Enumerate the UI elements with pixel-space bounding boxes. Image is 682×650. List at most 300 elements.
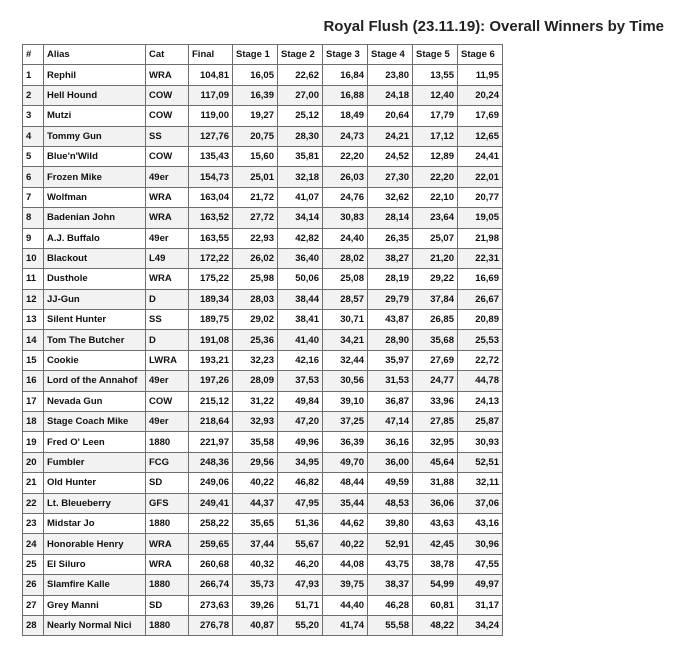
cell-stage-2: 47,95: [278, 493, 323, 513]
cell-cat: WRA: [146, 187, 189, 207]
cell-final: 215,12: [189, 391, 233, 411]
cell-stage-4: 23,80: [368, 65, 413, 85]
cell-alias: Cookie: [44, 350, 146, 370]
cell-alias: Slamfire Kalle: [44, 575, 146, 595]
cell-final: 276,78: [189, 615, 233, 635]
cell-stage-3: 44,08: [323, 554, 368, 574]
cell-stage-3: 49,70: [323, 452, 368, 472]
cell-cat: FCG: [146, 452, 189, 472]
table-row: [23, 391, 503, 411]
cell-stage-1: 31,22: [233, 391, 278, 411]
header-col-rank: #: [23, 45, 44, 65]
cell-final: 249,06: [189, 473, 233, 493]
cell-stage-2: 42,82: [278, 228, 323, 248]
cell-rank: 22: [23, 493, 44, 513]
cell-alias: Tom The Butcher: [44, 330, 146, 350]
cell-stage-3: 24,73: [323, 126, 368, 146]
cell-stage-4: 52,91: [368, 534, 413, 554]
table-row: [23, 248, 503, 268]
cell-stage-6: 17,69: [458, 106, 503, 126]
cell-stage-3: 35,44: [323, 493, 368, 513]
table-row: [23, 575, 503, 595]
cell-alias: Hell Hound: [44, 85, 146, 105]
cell-stage-1: 35,58: [233, 432, 278, 452]
table-row: [23, 615, 503, 635]
table-row: [23, 595, 503, 615]
cell-rank: 16: [23, 371, 44, 391]
cell-stage-1: 20,75: [233, 126, 278, 146]
cell-stage-6: 16,69: [458, 269, 503, 289]
table-row: [23, 554, 503, 574]
cell-stage-1: 28,09: [233, 371, 278, 391]
cell-stage-4: 35,97: [368, 350, 413, 370]
table-row: [23, 432, 503, 452]
cell-stage-1: 19,27: [233, 106, 278, 126]
cell-cat: SS: [146, 310, 189, 330]
cell-stage-3: 37,25: [323, 412, 368, 432]
cell-stage-5: 32,95: [413, 432, 458, 452]
cell-stage-1: 35,73: [233, 575, 278, 595]
cell-stage-1: 39,26: [233, 595, 278, 615]
cell-stage-5: 36,06: [413, 493, 458, 513]
cell-stage-1: 44,37: [233, 493, 278, 513]
table-row: [23, 228, 503, 248]
cell-stage-2: 50,06: [278, 269, 323, 289]
cell-stage-3: 32,44: [323, 350, 368, 370]
cell-stage-4: 55,58: [368, 615, 413, 635]
cell-stage-4: 43,75: [368, 554, 413, 574]
cell-final: 273,63: [189, 595, 233, 615]
cell-cat: WRA: [146, 554, 189, 574]
cell-stage-4: 36,87: [368, 391, 413, 411]
cell-stage-1: 16,05: [233, 65, 278, 85]
cell-stage-6: 20,77: [458, 187, 503, 207]
table-row: [23, 85, 503, 105]
cell-stage-4: 20,64: [368, 106, 413, 126]
cell-rank: 2: [23, 85, 44, 105]
cell-stage-2: 46,20: [278, 554, 323, 574]
cell-cat: GFS: [146, 493, 189, 513]
cell-stage-6: 19,05: [458, 208, 503, 228]
table-row: [23, 106, 503, 126]
cell-alias: Blackout: [44, 248, 146, 268]
cell-stage-4: 31,53: [368, 371, 413, 391]
cell-stage-6: 32,11: [458, 473, 503, 493]
cell-final: 260,68: [189, 554, 233, 574]
cell-final: 127,76: [189, 126, 233, 146]
cell-rank: 27: [23, 595, 44, 615]
cell-stage-1: 32,23: [233, 350, 278, 370]
cell-final: 197,26: [189, 371, 233, 391]
cell-alias: Stage Coach Mike: [44, 412, 146, 432]
cell-stage-3: 30,56: [323, 371, 368, 391]
cell-final: 175,22: [189, 269, 233, 289]
cell-stage-6: 20,89: [458, 310, 503, 330]
cell-rank: 5: [23, 146, 44, 166]
table-row: [23, 330, 503, 350]
cell-stage-6: 24,41: [458, 146, 503, 166]
header-col-stage-3: Stage 3: [323, 45, 368, 65]
cell-stage-3: 16,84: [323, 65, 368, 85]
cell-alias: El Siluro: [44, 554, 146, 574]
cell-stage-5: 21,20: [413, 248, 458, 268]
cell-stage-6: 25,53: [458, 330, 503, 350]
cell-stage-6: 12,65: [458, 126, 503, 146]
cell-alias: Fred O' Leen: [44, 432, 146, 452]
cell-stage-4: 24,52: [368, 146, 413, 166]
cell-stage-4: 39,80: [368, 513, 413, 533]
cell-cat: L49: [146, 248, 189, 268]
cell-alias: Dusthole: [44, 269, 146, 289]
cell-stage-5: 37,84: [413, 289, 458, 309]
cell-stage-6: 49,97: [458, 575, 503, 595]
cell-stage-6: 44,78: [458, 371, 503, 391]
cell-stage-6: 22,31: [458, 248, 503, 268]
cell-stage-5: 43,63: [413, 513, 458, 533]
cell-alias: JJ-Gun: [44, 289, 146, 309]
cell-stage-6: 20,24: [458, 85, 503, 105]
cell-stage-3: 22,20: [323, 146, 368, 166]
cell-stage-5: 60,81: [413, 595, 458, 615]
cell-alias: Old Hunter: [44, 473, 146, 493]
cell-stage-2: 47,93: [278, 575, 323, 595]
cell-stage-5: 24,77: [413, 371, 458, 391]
cell-stage-2: 34,14: [278, 208, 323, 228]
cell-cat: 1880: [146, 615, 189, 635]
cell-rank: 25: [23, 554, 44, 574]
cell-stage-5: 31,88: [413, 473, 458, 493]
cell-stage-2: 41,07: [278, 187, 323, 207]
cell-rank: 7: [23, 187, 44, 207]
cell-stage-5: 33,96: [413, 391, 458, 411]
cell-rank: 12: [23, 289, 44, 309]
cell-stage-1: 15,60: [233, 146, 278, 166]
cell-stage-6: 22,01: [458, 167, 503, 187]
cell-stage-2: 51,36: [278, 513, 323, 533]
cell-stage-2: 55,67: [278, 534, 323, 554]
cell-stage-1: 40,32: [233, 554, 278, 574]
table-row: [23, 310, 503, 330]
cell-stage-1: 27,72: [233, 208, 278, 228]
cell-stage-5: 54,99: [413, 575, 458, 595]
cell-stage-2: 34,95: [278, 452, 323, 472]
cell-stage-1: 25,98: [233, 269, 278, 289]
cell-cat: SS: [146, 126, 189, 146]
cell-stage-5: 29,22: [413, 269, 458, 289]
cell-stage-5: 27,85: [413, 412, 458, 432]
cell-rank: 13: [23, 310, 44, 330]
header-col-alias: Alias: [44, 45, 146, 65]
cell-alias: A.J. Buffalo: [44, 228, 146, 248]
cell-alias: Blue'n'Wild: [44, 146, 146, 166]
cell-stage-4: 48,53: [368, 493, 413, 513]
cell-alias: Wolfman: [44, 187, 146, 207]
cell-cat: SD: [146, 595, 189, 615]
cell-stage-5: 48,22: [413, 615, 458, 635]
cell-alias: Grey Manni: [44, 595, 146, 615]
cell-stage-3: 30,71: [323, 310, 368, 330]
cell-stage-2: 25,12: [278, 106, 323, 126]
cell-stage-3: 28,57: [323, 289, 368, 309]
cell-cat: 1880: [146, 513, 189, 533]
cell-stage-3: 16,88: [323, 85, 368, 105]
cell-stage-3: 41,74: [323, 615, 368, 635]
cell-rank: 11: [23, 269, 44, 289]
cell-stage-2: 28,30: [278, 126, 323, 146]
cell-stage-2: 37,53: [278, 371, 323, 391]
cell-final: 104,81: [189, 65, 233, 85]
cell-stage-1: 25,01: [233, 167, 278, 187]
cell-stage-6: 43,16: [458, 513, 503, 533]
cell-stage-3: 36,39: [323, 432, 368, 452]
cell-final: 258,22: [189, 513, 233, 533]
cell-stage-3: 40,22: [323, 534, 368, 554]
cell-stage-3: 44,62: [323, 513, 368, 533]
cell-stage-1: 40,22: [233, 473, 278, 493]
cell-stage-5: 22,10: [413, 187, 458, 207]
cell-stage-4: 32,62: [368, 187, 413, 207]
cell-stage-3: 39,10: [323, 391, 368, 411]
cell-rank: 3: [23, 106, 44, 126]
cell-cat: 1880: [146, 575, 189, 595]
table-row: [23, 289, 503, 309]
cell-final: 259,65: [189, 534, 233, 554]
cell-cat: WRA: [146, 269, 189, 289]
cell-stage-6: 31,17: [458, 595, 503, 615]
table-row: [23, 65, 503, 85]
cell-stage-4: 38,37: [368, 575, 413, 595]
cell-rank: 17: [23, 391, 44, 411]
cell-cat: COW: [146, 146, 189, 166]
cell-stage-4: 28,14: [368, 208, 413, 228]
cell-stage-1: 40,87: [233, 615, 278, 635]
cell-stage-5: 38,78: [413, 554, 458, 574]
cell-rank: 19: [23, 432, 44, 452]
cell-stage-2: 47,20: [278, 412, 323, 432]
cell-stage-5: 42,45: [413, 534, 458, 554]
cell-final: 172,22: [189, 248, 233, 268]
table-row: [23, 146, 503, 166]
cell-stage-6: 30,93: [458, 432, 503, 452]
cell-stage-4: 24,18: [368, 85, 413, 105]
table-body: [23, 65, 503, 636]
cell-stage-1: 32,93: [233, 412, 278, 432]
cell-stage-1: 37,44: [233, 534, 278, 554]
cell-final: 154,73: [189, 167, 233, 187]
cell-stage-5: 17,79: [413, 106, 458, 126]
cell-stage-6: 22,72: [458, 350, 503, 370]
cell-stage-5: 12,40: [413, 85, 458, 105]
cell-cat: WRA: [146, 65, 189, 85]
cell-alias: Lt. Bleueberry: [44, 493, 146, 513]
cell-cat: 49er: [146, 228, 189, 248]
cell-rank: 23: [23, 513, 44, 533]
page-title: Royal Flush (23.11.19): Overall Winners by Time: [323, 18, 664, 35]
cell-stage-6: 47,55: [458, 554, 503, 574]
cell-rank: 15: [23, 350, 44, 370]
cell-stage-2: 49,84: [278, 391, 323, 411]
cell-stage-6: 52,51: [458, 452, 503, 472]
table-row: [23, 412, 503, 432]
cell-stage-2: 22,62: [278, 65, 323, 85]
table-row: [23, 534, 503, 554]
cell-rank: 20: [23, 452, 44, 472]
cell-stage-5: 17,12: [413, 126, 458, 146]
results-table: [22, 44, 503, 636]
table-row: [23, 513, 503, 533]
cell-stage-2: 42,16: [278, 350, 323, 370]
cell-alias: Fumbler: [44, 452, 146, 472]
cell-rank: 24: [23, 534, 44, 554]
cell-stage-4: 36,16: [368, 432, 413, 452]
cell-alias: Nearly Normal Nici: [44, 615, 146, 635]
cell-stage-2: 41,40: [278, 330, 323, 350]
cell-stage-5: 22,20: [413, 167, 458, 187]
cell-alias: Rephil: [44, 65, 146, 85]
cell-rank: 6: [23, 167, 44, 187]
cell-stage-1: 35,65: [233, 513, 278, 533]
cell-stage-2: 27,00: [278, 85, 323, 105]
cell-stage-5: 25,07: [413, 228, 458, 248]
cell-stage-3: 18,49: [323, 106, 368, 126]
cell-stage-5: 23,64: [413, 208, 458, 228]
cell-final: 193,21: [189, 350, 233, 370]
cell-final: 163,55: [189, 228, 233, 248]
cell-alias: Midstar Jo: [44, 513, 146, 533]
cell-stage-4: 38,27: [368, 248, 413, 268]
cell-stage-3: 39,75: [323, 575, 368, 595]
cell-stage-3: 25,08: [323, 269, 368, 289]
cell-final: 117,09: [189, 85, 233, 105]
cell-stage-2: 38,41: [278, 310, 323, 330]
cell-stage-6: 30,96: [458, 534, 503, 554]
table-row: [23, 452, 503, 472]
cell-stage-1: 29,56: [233, 452, 278, 472]
cell-stage-4: 49,59: [368, 473, 413, 493]
table-row: [23, 187, 503, 207]
cell-stage-1: 29,02: [233, 310, 278, 330]
cell-stage-2: 55,20: [278, 615, 323, 635]
cell-stage-6: 26,67: [458, 289, 503, 309]
cell-stage-5: 13,55: [413, 65, 458, 85]
cell-cat: D: [146, 289, 189, 309]
cell-cat: LWRA: [146, 350, 189, 370]
cell-final: 191,08: [189, 330, 233, 350]
cell-stage-4: 26,35: [368, 228, 413, 248]
cell-final: 221,97: [189, 432, 233, 452]
cell-stage-1: 22,93: [233, 228, 278, 248]
table-row: [23, 126, 503, 146]
cell-stage-4: 46,28: [368, 595, 413, 615]
cell-cat: SD: [146, 473, 189, 493]
header-col-stage-1: Stage 1: [233, 45, 278, 65]
cell-stage-2: 49,96: [278, 432, 323, 452]
cell-rank: 14: [23, 330, 44, 350]
cell-stage-3: 24,40: [323, 228, 368, 248]
cell-final: 266,74: [189, 575, 233, 595]
cell-cat: COW: [146, 106, 189, 126]
cell-cat: 49er: [146, 412, 189, 432]
cell-final: 189,75: [189, 310, 233, 330]
cell-stage-4: 29,79: [368, 289, 413, 309]
cell-alias: Silent Hunter: [44, 310, 146, 330]
cell-stage-4: 27,30: [368, 167, 413, 187]
cell-stage-6: 37,06: [458, 493, 503, 513]
cell-stage-1: 26,02: [233, 248, 278, 268]
cell-stage-3: 28,02: [323, 248, 368, 268]
cell-stage-1: 21,72: [233, 187, 278, 207]
cell-final: 163,52: [189, 208, 233, 228]
cell-stage-6: 34,24: [458, 615, 503, 635]
cell-stage-3: 44,40: [323, 595, 368, 615]
cell-alias: Badenian John: [44, 208, 146, 228]
cell-stage-5: 12,89: [413, 146, 458, 166]
cell-stage-2: 35,81: [278, 146, 323, 166]
cell-rank: 26: [23, 575, 44, 595]
cell-stage-5: 27,69: [413, 350, 458, 370]
cell-rank: 9: [23, 228, 44, 248]
cell-stage-6: 25,87: [458, 412, 503, 432]
cell-stage-5: 45,64: [413, 452, 458, 472]
cell-alias: Frozen Mike: [44, 167, 146, 187]
cell-cat: COW: [146, 85, 189, 105]
cell-stage-1: 28,03: [233, 289, 278, 309]
cell-final: 249,41: [189, 493, 233, 513]
cell-stage-2: 46,82: [278, 473, 323, 493]
table-row: [23, 350, 503, 370]
header-col-stage-5: Stage 5: [413, 45, 458, 65]
cell-rank: 21: [23, 473, 44, 493]
cell-stage-6: 24,13: [458, 391, 503, 411]
cell-final: 218,64: [189, 412, 233, 432]
cell-cat: D: [146, 330, 189, 350]
cell-stage-4: 28,90: [368, 330, 413, 350]
cell-alias: Nevada Gun: [44, 391, 146, 411]
cell-stage-2: 32,18: [278, 167, 323, 187]
cell-final: 189,34: [189, 289, 233, 309]
cell-stage-3: 34,21: [323, 330, 368, 350]
cell-alias: Mutzi: [44, 106, 146, 126]
cell-cat: WRA: [146, 208, 189, 228]
cell-final: 248,36: [189, 452, 233, 472]
cell-rank: 4: [23, 126, 44, 146]
cell-stage-4: 36,00: [368, 452, 413, 472]
header-col-final: Final: [189, 45, 233, 65]
cell-stage-4: 24,21: [368, 126, 413, 146]
cell-rank: 28: [23, 615, 44, 635]
table-row: [23, 493, 503, 513]
cell-stage-1: 25,36: [233, 330, 278, 350]
cell-stage-2: 38,44: [278, 289, 323, 309]
header-col-stage-6: Stage 6: [458, 45, 503, 65]
cell-rank: 8: [23, 208, 44, 228]
cell-cat: 1880: [146, 432, 189, 452]
header-row: [23, 45, 503, 65]
cell-cat: 49er: [146, 167, 189, 187]
cell-rank: 1: [23, 65, 44, 85]
cell-alias: Honorable Henry: [44, 534, 146, 554]
cell-stage-3: 48,44: [323, 473, 368, 493]
cell-stage-2: 36,40: [278, 248, 323, 268]
cell-stage-3: 24,76: [323, 187, 368, 207]
cell-rank: 18: [23, 412, 44, 432]
cell-cat: WRA: [146, 534, 189, 554]
cell-stage-4: 47,14: [368, 412, 413, 432]
cell-final: 135,43: [189, 146, 233, 166]
cell-cat: 49er: [146, 371, 189, 391]
cell-stage-2: 51,71: [278, 595, 323, 615]
cell-cat: COW: [146, 391, 189, 411]
